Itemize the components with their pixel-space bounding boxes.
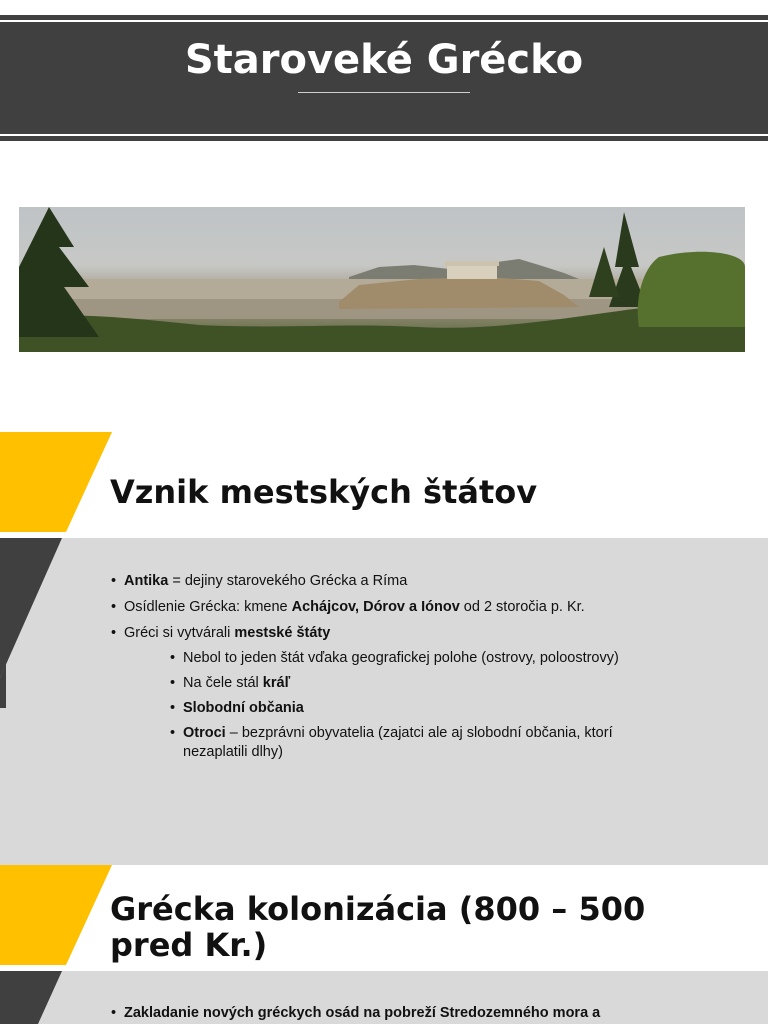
sub-list-item: • Na čele stál kráľ (170, 674, 670, 693)
yellow-accent-shape (0, 865, 112, 965)
section2-body (0, 971, 768, 1024)
list-item: • Zakladanie nových gréckych osád na pobreží Stredozemného mora a (111, 1005, 600, 1022)
banner-bottom-rule (0, 134, 768, 136)
acropolis-panorama-image (19, 207, 745, 352)
title-underline (298, 92, 470, 93)
page-title: Staroveké Grécko (184, 37, 584, 83)
yellow-accent-shape (0, 432, 112, 532)
section2-heading-line2: pred Kr.) (110, 926, 268, 964)
section2-heading (110, 891, 645, 963)
section1-heading: Vznik mestských štátov (110, 473, 538, 511)
dark-accent-shape (0, 538, 62, 708)
list-item: • Osídlenie Grécka: kmene Achájcov, Dórov a Iónov od 2 storočia p. Kr. (111, 599, 670, 616)
title-banner (0, 15, 768, 141)
list-item: • Antika = dejiny starovekého Grécka a Ríma (111, 573, 670, 590)
list-item: • Gréci si vytvárali mestské štáty • Nebol to jeden štát vďaka geografickej polohe (ostrovy, poloostrovy) • Na čele stál kráľ • Slobodní občania • Otroci – bezprávni obyvatelia (zajatci ale aj slobodní občania, ktorí nezaplatili dlhy) (111, 625, 670, 762)
sub-list-item: • Nebol to jeden štát vďaka geografickej polohe (ostrovy, poloostrovy) (170, 649, 670, 668)
sub-bullet-list (170, 649, 670, 762)
section1-body (0, 538, 768, 865)
section2-bullet-list (111, 1005, 600, 1024)
dark-accent-shape (0, 971, 62, 1024)
section2-heading-line1: Grécka kolonizácia (800 – 500 (110, 890, 646, 928)
sub-list-item: • Otroci – bezprávni obyvatelia (zajatci ale aj slobodní občania, ktorí nezaplatili dlhy) (170, 724, 670, 762)
section1-bullet-list (111, 573, 670, 771)
banner-top-rule (0, 20, 768, 22)
sub-list-item: • Slobodní občania (170, 699, 670, 718)
section2-header (0, 865, 768, 971)
section1-header (0, 432, 768, 538)
